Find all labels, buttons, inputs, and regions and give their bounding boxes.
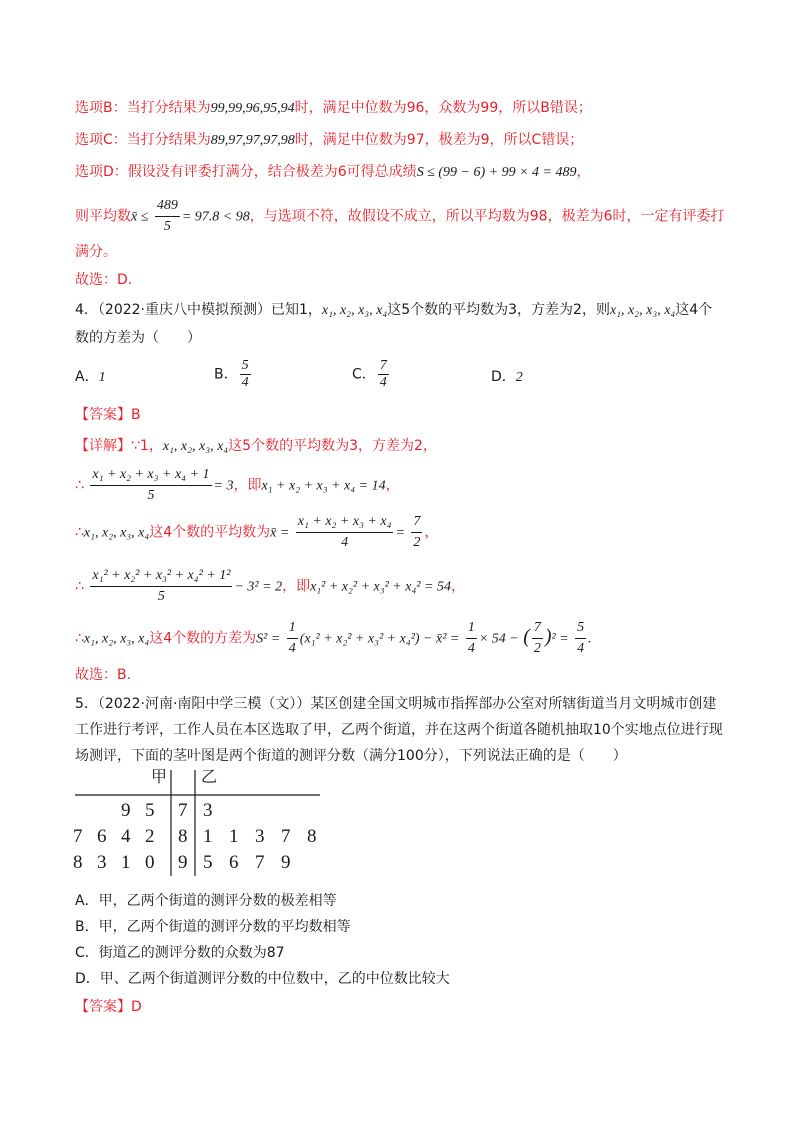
average-numerator: 489 — [156, 198, 178, 213]
option-d-label: 选项D：假设没有评委打满分，结合极差为6可得总成绩 — [75, 164, 417, 180]
solution-average — [75, 196, 725, 237]
leaf-jia: 5 — [145, 800, 155, 821]
q4-step1-mid: ，即 — [233, 477, 262, 494]
q4-choice-d-label: D． — [491, 369, 516, 385]
q4-step2-end: ， — [424, 524, 439, 541]
q4-stem — [75, 300, 712, 321]
q4-step2-fraction — [296, 512, 394, 553]
q4-choice-c-num: 7 — [379, 358, 387, 373]
stem-value: 9 — [178, 852, 188, 873]
q4-step2-text: 这4个数的平均数为 — [149, 524, 271, 541]
q4-choice-c-den: 4 — [379, 375, 387, 390]
solution-average-cont: 满分。 — [75, 244, 117, 260]
leaf-yi: 6 — [229, 852, 239, 873]
option-b-text: 时，满足中位数为96，众数为99，所以B错误； — [294, 100, 592, 116]
leaf-yi: 5 — [203, 852, 213, 873]
q4-choice-b-label: B． — [214, 366, 238, 383]
q4-step2-vars: x₁, x₂, x₃, x₄ — [83, 525, 150, 541]
leaf-jia: 8 — [73, 852, 83, 873]
q5-line3: 场测评，下面的茎叶图是两个街道的测评分数（满分100分），下列说法正确的是（ ） — [75, 748, 627, 764]
leaf-yi: 3 — [255, 826, 265, 847]
q5-option-a: A．甲，乙两个街道的测评分数的极差相等 — [75, 893, 337, 909]
q4-choice-a-label: A． — [75, 369, 99, 385]
q4-choice-c-label: C． — [352, 366, 376, 383]
q5-answer: 【答案】D — [75, 999, 142, 1015]
option-b-label: 选项B：当打分结果为 — [75, 100, 211, 116]
q4-step4-end: . — [588, 631, 592, 647]
average-text: ，与选项不符，故假设不成立，所以平均数为98，极差为6时，一定有评委打 — [249, 208, 725, 225]
q4-step2-eq: = — [395, 525, 405, 541]
q4-step3 — [75, 566, 465, 607]
q4-step4-f3d: 2 — [532, 638, 543, 659]
q4-choice-b-fraction — [240, 358, 251, 391]
q4-step1-sum: x₁ + x₂ + x₃ + x₄ = 14 — [261, 478, 386, 494]
q4-step3-den: 5 — [90, 586, 232, 607]
stem-value: 7 — [178, 800, 188, 821]
average-fraction — [155, 196, 180, 237]
head-jia: 甲 — [151, 767, 168, 786]
q4-stem-b: 这5个数的平均数为3，方差为2，则 — [387, 302, 610, 318]
average-lhs: x̄ ≤ — [131, 209, 149, 225]
average-prefix: 则平均数 — [75, 208, 131, 225]
option-c-scores: 89,97,97,97,98 — [210, 133, 295, 148]
solution-option-c — [75, 130, 583, 151]
stem-value: 8 — [178, 826, 188, 847]
q4-choice-d — [491, 366, 523, 386]
q4-step2-num: x₁ + x₂ + x₃ + x₄ — [297, 514, 392, 529]
q5-line2: 工作进行考评，工作人员在本区选取了甲，乙两个街道，并在这两个街道各随机抽取10个实地点位进行现 — [75, 722, 723, 738]
therefore-symbol: ∴ — [75, 578, 84, 595]
q4-step3-rest: − 3² = 2 — [234, 579, 283, 595]
q4-choose: 故选：B. — [75, 667, 132, 683]
q4-step4-f2n: 1 — [467, 620, 475, 635]
q4-step3-end: ， — [450, 578, 465, 595]
q4-stem-line2: 数的方差为（ ） — [75, 330, 201, 346]
solution-choose: 故选：D. — [75, 272, 133, 288]
q4-detail-label: 【详解】∵1， — [75, 438, 163, 454]
q4-step4-text: 这4个数的方差为 — [149, 630, 257, 647]
leaf-yi: 1 — [203, 826, 213, 847]
q5-option-d: D．甲、乙两个街道测评分数的中位数中，乙的中位数比较大 — [75, 971, 450, 987]
q4-step4-f1n: 1 — [288, 620, 296, 635]
q4-step4-frac4 — [575, 618, 586, 659]
q4-detail — [75, 436, 437, 457]
solution-option-b — [75, 98, 592, 119]
option-c-text: 时，满足中位数为97，极差为9，所以C错误； — [294, 132, 584, 148]
leaf-yi: 1 — [229, 826, 239, 847]
q4-step4-f4d: 4 — [575, 638, 586, 659]
q4-choice-a-value: 1 — [98, 370, 106, 385]
head-yi: 乙 — [201, 767, 218, 786]
q4-step2-result — [411, 512, 422, 553]
q4-step4-frac2 — [466, 618, 477, 659]
leaf-jia: 4 — [121, 826, 131, 847]
average-rhs: = 97.8 < 98 — [181, 209, 250, 225]
therefore-symbol: ∴ — [75, 630, 84, 647]
leaf-jia: 9 — [121, 800, 131, 821]
q4-step4-frac1 — [287, 618, 298, 659]
q4-step4-sq: ² = — [551, 631, 569, 647]
leaf-jia: 2 — [145, 826, 155, 847]
leaf-yi: 3 — [203, 800, 213, 821]
q4-step2-den2: 2 — [411, 532, 422, 553]
q4-choice-c-fraction — [378, 358, 389, 391]
q4-choice-b — [214, 358, 253, 391]
leaf-jia: 0 — [145, 852, 155, 873]
q4-detail-text: 这5个数的平均数为3，方差为2， — [228, 438, 437, 454]
q4-stem-a: 4．（2022·重庆八中模拟预测）已知1， — [75, 302, 322, 318]
q4-stem-c: 这4个 — [675, 302, 713, 318]
leaf-jia: 7 — [73, 826, 83, 847]
q4-answer: 【答案】B — [75, 407, 141, 423]
option-c-label: 选项C：当打分结果为 — [75, 132, 211, 148]
q4-step1-den: 5 — [90, 485, 211, 506]
q4-step4-vars: x₁, x₂, x₃, x₄ — [83, 631, 150, 647]
q4-step2-lhs: x̄ = — [270, 525, 290, 541]
q4-step2-num2: 7 — [413, 514, 421, 529]
q4-step1-end: ， — [385, 477, 400, 494]
q4-step4-f4n: 5 — [577, 620, 585, 635]
q4-step1-eq: = 3 — [213, 478, 234, 494]
q4-step4-f2d: 4 — [466, 638, 477, 659]
q4-step4-s: S² = — [256, 631, 281, 647]
q4-choice-b-num: 5 — [241, 358, 249, 373]
q4-step4: ∴x₁, x₂, x₃, x₄这4个数的方差为S² = $\frac{1}{4}$ (x₁² + x₂² + x₃² + x₄²) − x̄² = $\frac{1}{4}$ × 54 − ( $\frac{7}{2}$ )² = $\frac{5}{4}$ . — [75, 618, 592, 659]
option-d-end: ， — [576, 164, 591, 180]
option-d-formula: S ≤ (99 − 6) + 99 × 4 = 489 — [416, 165, 577, 180]
q4-step4-mid2: × 54 − — [478, 631, 519, 647]
q4-step4-frac3 — [532, 618, 543, 659]
q4-step1-num: x₁ + x₂ + x₃ + x₄ + 1 — [92, 467, 210, 482]
q4-choice-b-den: 4 — [241, 375, 249, 390]
average-denominator: 5 — [155, 216, 180, 237]
leaf-yi: 7 — [281, 826, 291, 847]
leaf-yi: 8 — [307, 826, 317, 847]
q5-option-b: B．甲，乙两个街道的测评分数的平均数相等 — [75, 919, 351, 935]
leaf-jia: 6 — [97, 826, 107, 847]
leaf-yi: 9 — [281, 852, 291, 873]
therefore-symbol: ∴ — [75, 477, 84, 494]
q4-step4-f1d: 4 — [287, 638, 298, 659]
option-b-scores: 99,99,96,95,94 — [210, 101, 295, 116]
q4-step3-mid: ，即 — [282, 578, 311, 595]
q4-choice-c — [352, 358, 391, 391]
q5-line1: 5．（2022·河南·南阳中学三模（文））某区创建全国文明城市指挥部办公室对所辖街道当月文明城市创建 — [75, 696, 717, 712]
q4-step2 — [75, 512, 438, 553]
q4-step3-num: x₁² + x₂² + x₃² + x₄² + 1² — [92, 568, 231, 583]
q4-choice-d-value: 2 — [515, 370, 523, 385]
q4-step1-fraction — [90, 465, 211, 506]
q4-step3-sum: x₁² + x₂² + x₃² + x₄² = 54 — [310, 579, 451, 595]
q4-step2-den: 4 — [296, 532, 394, 553]
q5-option-c: C．街道乙的测评分数的众数为87 — [75, 945, 285, 961]
q4-choice-a — [75, 366, 106, 386]
q4-detail-vars: x₁, x₂, x₃, x₄ — [162, 439, 229, 454]
q4-stem-vars2: x₁, x₂, x₃, x₄ — [609, 303, 676, 318]
therefore-symbol: ∴ — [75, 524, 84, 541]
q4-step3-fraction — [90, 566, 232, 607]
leaf-yi: 7 — [255, 852, 265, 873]
leaf-jia: 3 — [97, 852, 107, 873]
q4-stem-vars: x₁, x₂, x₃, x₄ — [321, 303, 388, 318]
q4-step4-f3n: 7 — [533, 620, 541, 635]
solution-option-d — [75, 162, 590, 183]
q4-step1 — [75, 465, 400, 506]
leaf-jia: 1 — [121, 852, 131, 873]
q4-step4-mid: (x₁² + x₂² + x₃² + x₄²) − x̄² = — [299, 631, 460, 647]
